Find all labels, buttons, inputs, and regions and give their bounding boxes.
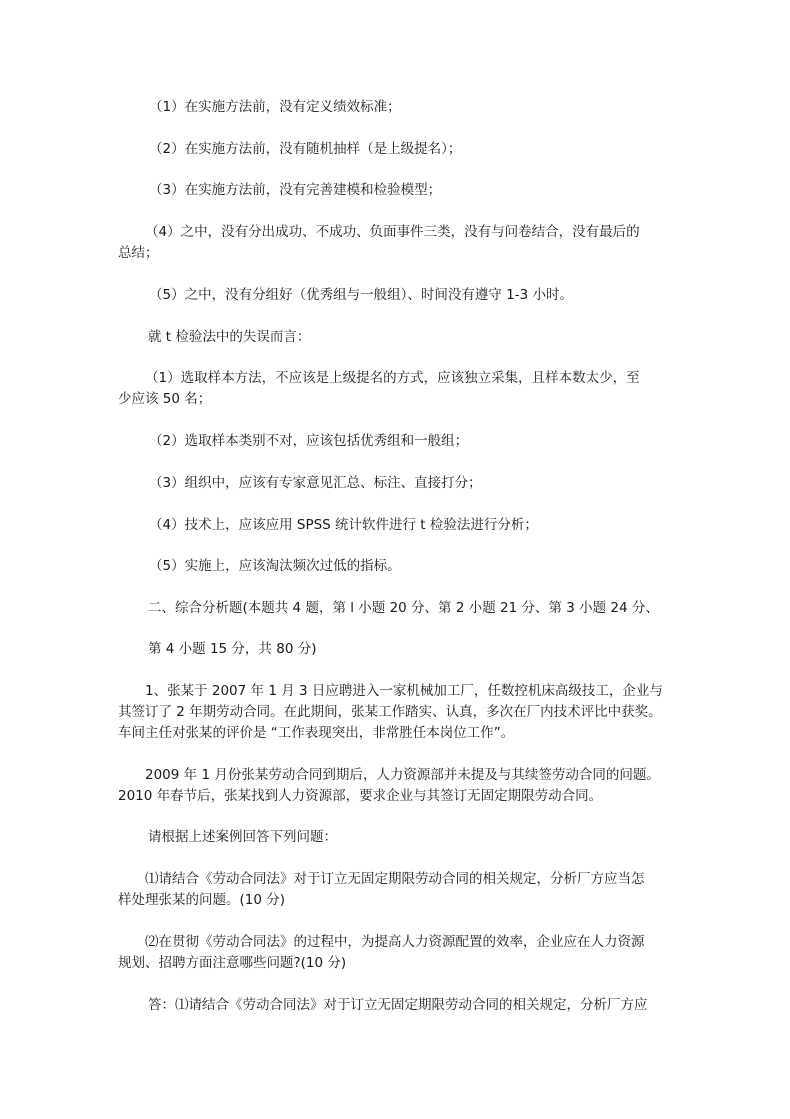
paragraph-line: （4）技术上，应该应用 SPSS 统计软件进行 t 检验法进行分析； [149, 517, 538, 533]
paragraph-line: 2010 年春节后，张某找到人力资源部，要求企业与其签订无固定期限劳动合同。 [118, 788, 603, 804]
paragraph-line: （5）实施上，应该淘汰频次过低的指标。 [149, 558, 401, 574]
question-line: 样处理张某的问题。(10 分) [118, 892, 286, 908]
paragraph-line: （1）在实施方法前，没有定义绩效标准； [149, 99, 401, 115]
section-heading: 第 4 小题 15 分，共 80 分) [148, 641, 317, 657]
paragraph-line: （2）选取样本类别不对，应该包括优秀组和一般组； [149, 433, 469, 449]
paragraph-line: 请根据上述案例回答下列问题： [148, 829, 337, 845]
paragraph-line: 总结； [118, 245, 159, 261]
question-line: ⑵在贯彻《劳动合同法》的过程中，为提高人力资源配置的效率，企业应在人力资源 [145, 934, 645, 950]
paragraph-line: 2009 年 1 月份张某劳动合同到期后，人力资源部并未提及与其续签劳动合同的问题。 [145, 767, 660, 783]
question-line: 规划、招聘方面注意哪些问题?(10 分) [118, 955, 347, 971]
section-heading: 就 t 检验法中的失误而言： [148, 329, 311, 345]
paragraph-line: 少应该 50 名； [118, 391, 212, 407]
paragraph-line: （4）之中，没有分出成功、不成功、负面事件三类，没有与问卷结合，没有最后的 [145, 224, 640, 240]
answer-line: 答：⑴请结合《劳动合同法》对于订立无固定期限劳动合同的相关规定，分析厂方应 [148, 997, 648, 1013]
paragraph-line: （1）选取样本方法，不应该是上级提名的方式，应该独立采集，且样本数太少，至 [145, 370, 640, 386]
paragraph-line: （2）在实施方法前，没有随机抽样（是上级提名）； [149, 141, 462, 157]
paragraph-line: （5）之中，没有分组好（优秀组与一般组）、时间没有遵守 1-3 小时。 [149, 287, 573, 303]
paragraph-line: 其签订了 2 年期劳动合同。在此期间，张某工作踏实、认真，多次在厂内技术评比中获奖。 [118, 704, 662, 720]
paragraph-line: 车间主任对张某的评价是 “工作表现突出，非常胜任本岗位工作”。 [118, 725, 515, 741]
section-heading: 二、综合分析题(本题共 4 题，第 l 小题 20 分、第 2 小题 21 分、第 3 小题 24 分、 [148, 600, 659, 616]
paragraph-line: 1、张某于 2007 年 1 月 3 日应聘进入一家机械加工厂，任数控机床高级技工，企业与 [145, 683, 663, 699]
paragraph-line: （3）在实施方法前，没有完善建模和检验模型； [149, 182, 442, 198]
question-line: ⑴请结合《劳动合同法》对于订立无固定期限劳动合同的相关规定，分析厂方应当怎 [145, 871, 645, 887]
paragraph-line: （3）组织中，应该有专家意见汇总、标注、直接打分； [149, 475, 482, 491]
